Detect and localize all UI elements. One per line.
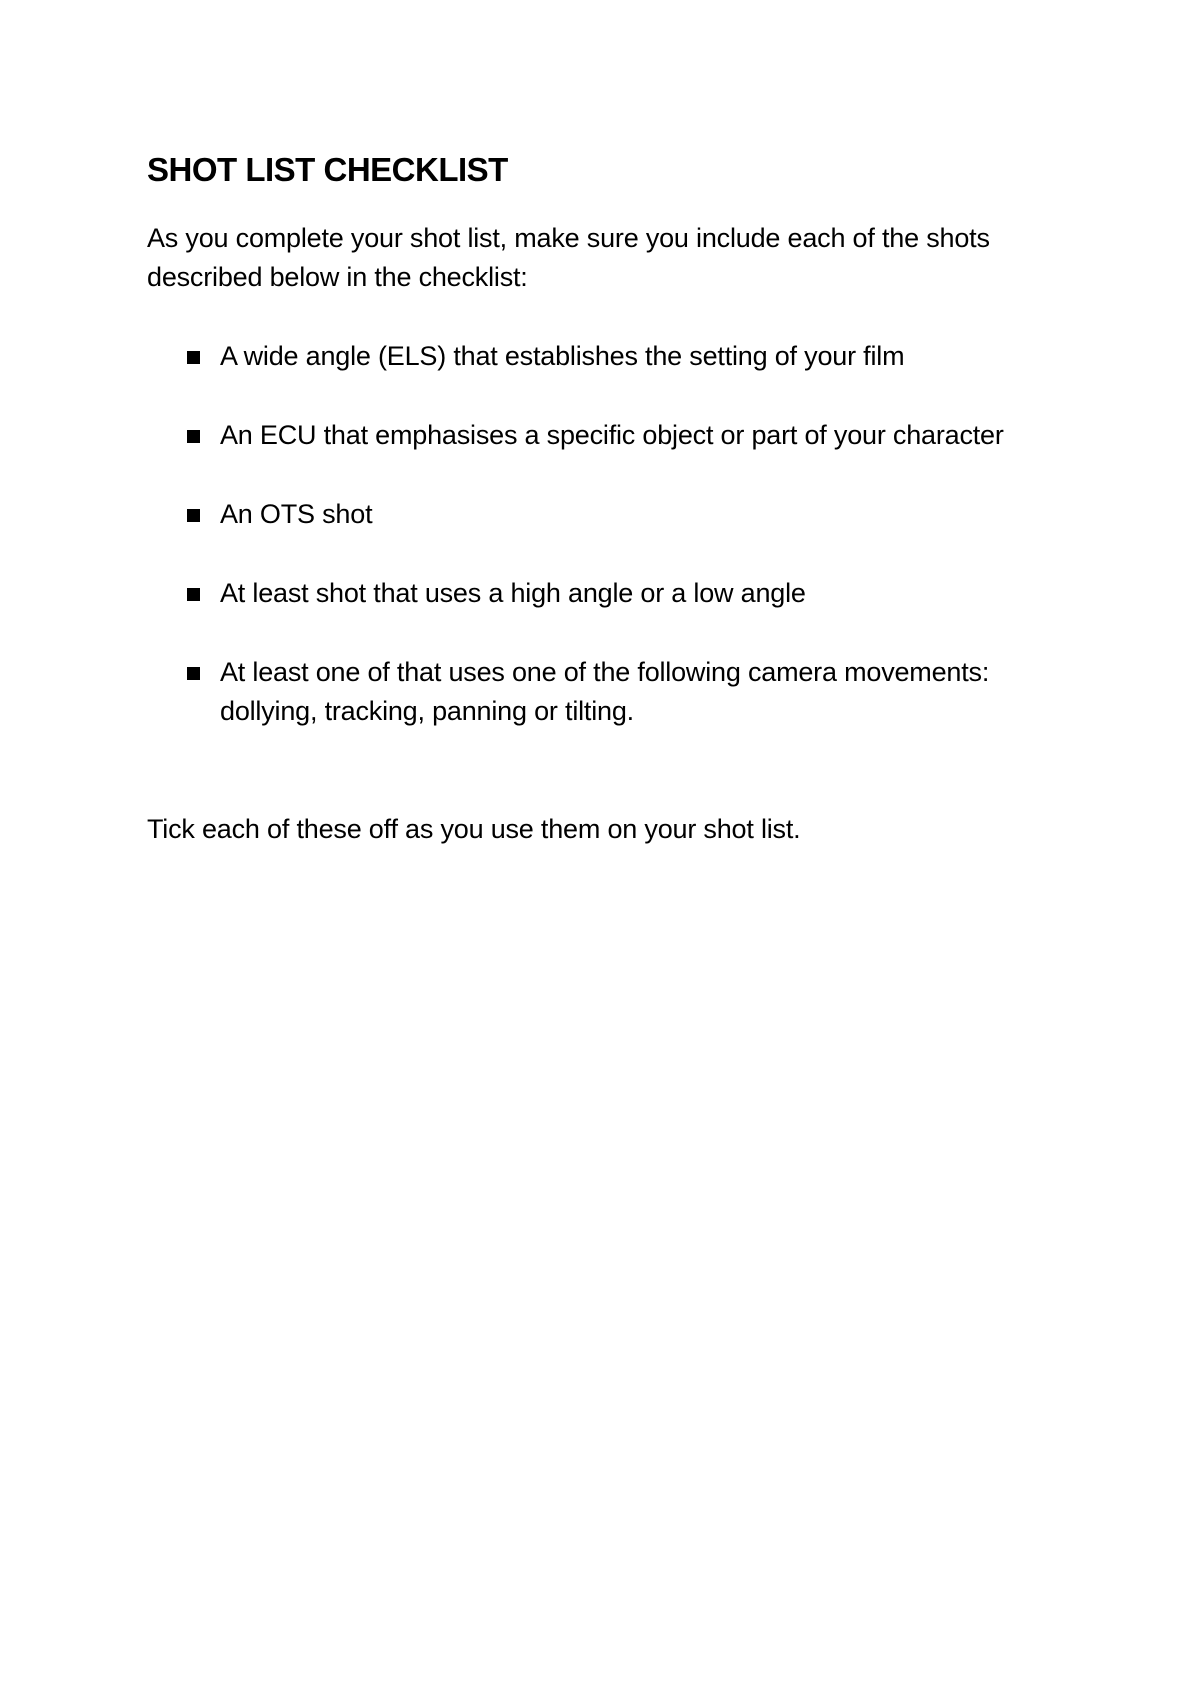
square-bullet-icon [187, 667, 200, 680]
checklist-item [147, 574, 1047, 613]
square-bullet-icon [187, 351, 200, 364]
closing-paragraph: Tick each of these off as you use them on your shot list. [147, 814, 801, 844]
document-content [147, 150, 1047, 849]
square-bullet-icon [187, 509, 200, 522]
page-title: SHOT LIST CHECKLIST [147, 151, 508, 188]
checklist-item-text: At least shot that uses a high angle or a low angle [220, 578, 806, 608]
checklist-item-text: An OTS shot [220, 499, 373, 529]
checklist-item-text: A wide angle (ELS) that establishes the setting of your film [220, 341, 905, 371]
checklist-item [147, 416, 1047, 455]
shot-checklist [147, 337, 1047, 731]
square-bullet-icon [187, 588, 200, 601]
checklist-item [147, 653, 1047, 731]
checklist-item [147, 337, 1047, 376]
checklist-item-text: An ECU that emphasises a specific object or part of your character [220, 420, 1004, 450]
intro-paragraph: As you complete your shot list, make sure you include each of the shots described below in the checklist: [147, 223, 990, 292]
checklist-item-text: At least one of that uses one of the following camera movements: dollying, tracking, panning or tilting. [220, 657, 990, 726]
checklist-item [147, 495, 1047, 534]
square-bullet-icon [187, 430, 200, 443]
